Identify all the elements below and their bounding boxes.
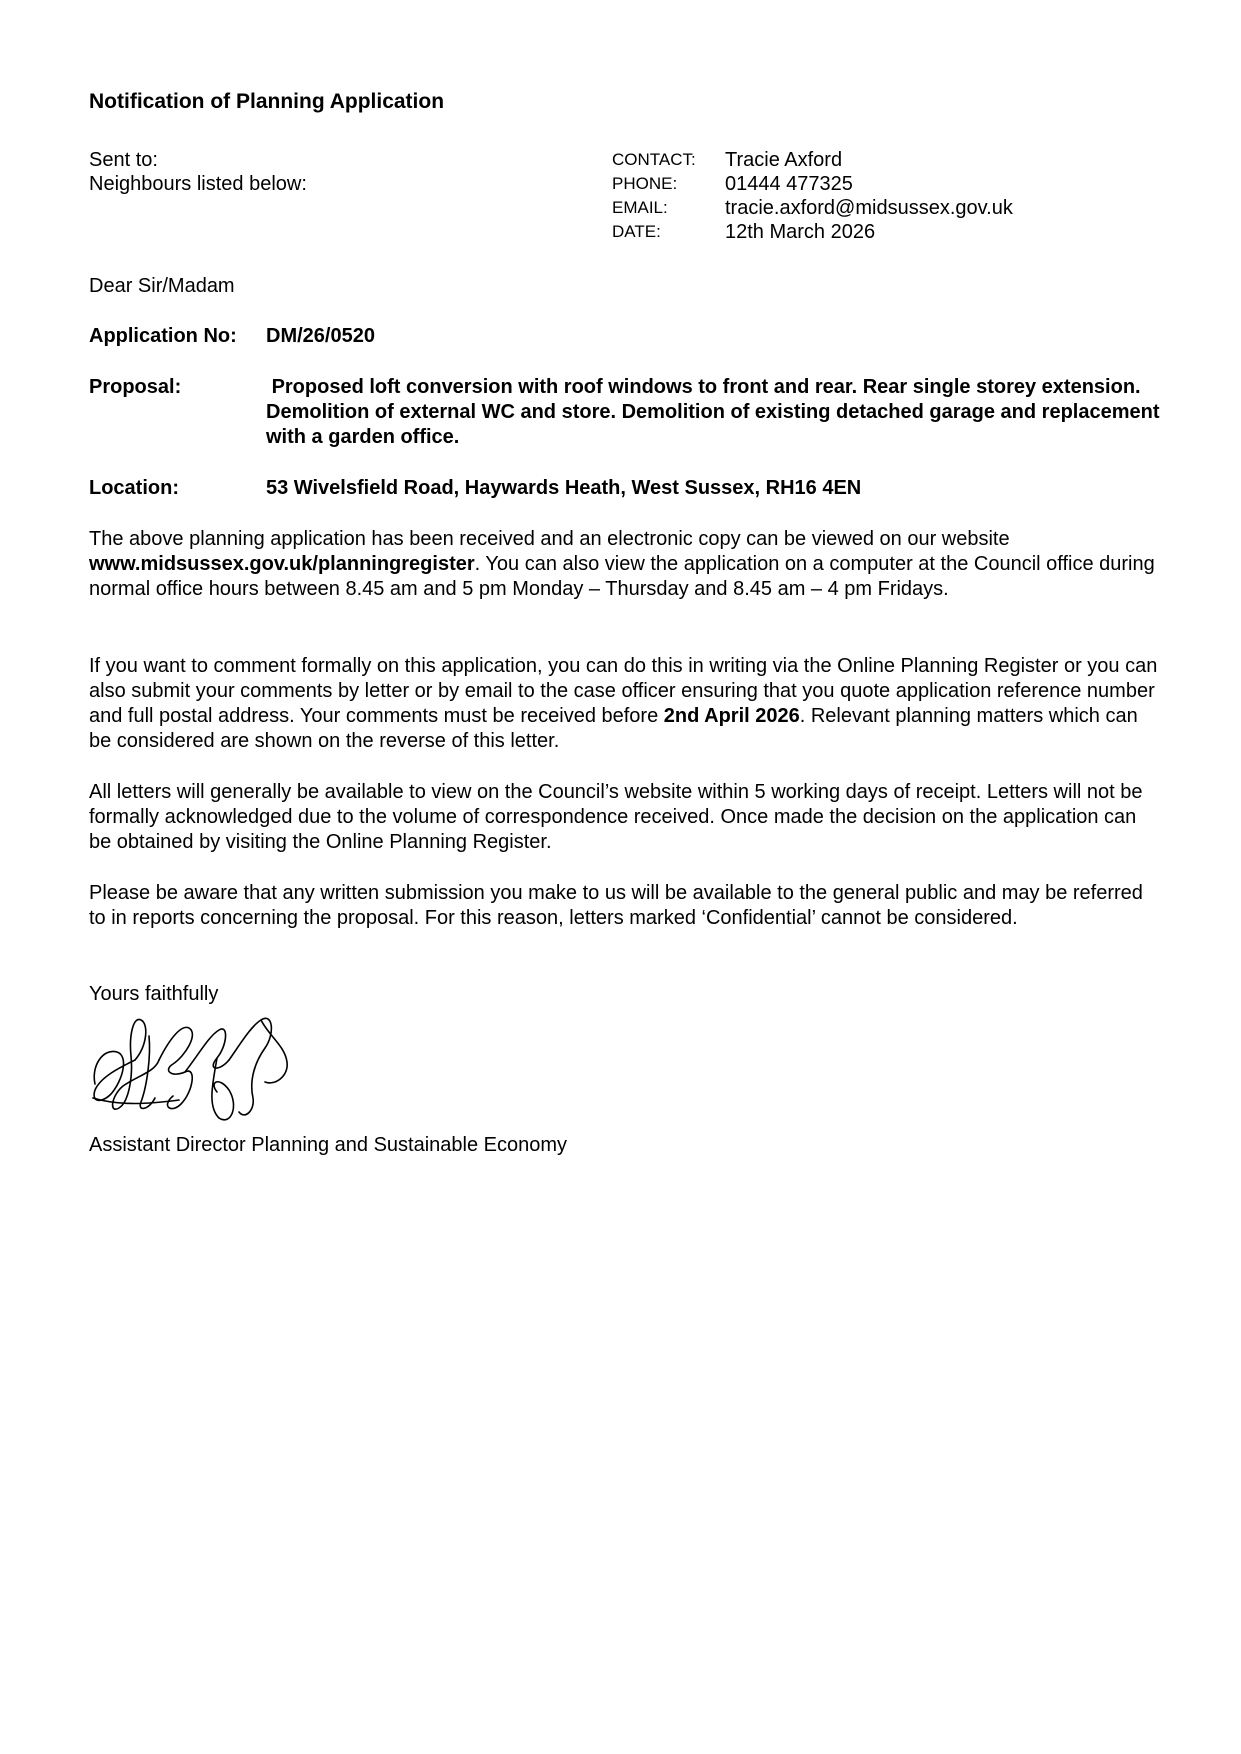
deadline-date: 2nd April 2026: [663, 705, 800, 727]
proposal-value: Proposed loft conversion with roof windows to front and rear. Rear single storey extension. Demolition of external WC and store. Demolition of existing detached garage and replacement with a garden office.: [266, 376, 1166, 448]
recipient-block: [89, 148, 307, 196]
phone-label: PHONE:: [612, 174, 678, 193]
page-title: Notification of Planning Application: [89, 90, 445, 113]
handwritten-signature-icon: [89, 1006, 294, 1126]
contact-block: [612, 148, 1013, 244]
paragraph-comments-text: If you want to comment formally on this application, you can do this in writing via the Online Planning Register or you can also submit your comments by letter or by email to the case officer ensuring that you quote application reference number and full postal address. Your comments must be received before: [89, 655, 1158, 727]
application-number-value: DM/26/0520: [266, 325, 375, 347]
email-label: EMAIL:: [612, 198, 668, 217]
planning-register-link[interactable]: www.midsussex.gov.uk/planningregister: [89, 553, 475, 575]
signatory-title: Assistant Director Planning and Sustainable Economy: [89, 1134, 568, 1156]
phone-row: [612, 172, 1013, 196]
phone-value: 01444 477325: [725, 173, 853, 195]
paragraph-comments: [89, 654, 1159, 754]
location-value: 53 Wivelsfield Road, Haywards Heath, West Sussex, RH16 4EN: [266, 477, 862, 499]
email-row: [612, 196, 1013, 220]
date-label: DATE:: [612, 222, 661, 241]
paragraph-website: [89, 527, 1159, 602]
proposal-label: Proposal:: [89, 376, 182, 398]
paragraph-letters: All letters will generally be available to view on the Council’s website within 5 working days of receipt. Letters will not be formally acknowledged due to the volume of correspondence received. Once made the decision on the application can be obtained by visiting the Online Planning Register.: [89, 781, 1143, 853]
paragraph-website-text-cont: . You can also view the application on a computer at the Council office during normal office hours between 8.45 am and 5 pm Monday – Thursday and 8.45 am – 4 pm Fridays.: [89, 553, 1155, 600]
location-label: Location:: [89, 477, 179, 499]
contact-row: [612, 148, 1013, 172]
application-number-label: Application No:: [89, 325, 237, 347]
date-value: 12th March 2026: [725, 221, 876, 243]
paragraph-website-text: The above planning application has been received and an electronic copy can be viewed on our website: [89, 528, 1010, 550]
neighbours-label: Neighbours listed below:: [89, 173, 307, 195]
paragraph-confidential: Please be aware that any written submission you make to us will be available to the general public and may be referred to in reports concerning the proposal. For this reason, letters marked ‘Confidential’ cannot be considered.: [89, 882, 1143, 929]
contact-label: CONTACT:: [612, 150, 696, 169]
salutation: Dear Sir/Madam: [89, 275, 235, 297]
closing: Yours faithfully: [89, 983, 219, 1005]
email-value: tracie.axford@midsussex.gov.uk: [725, 197, 1013, 219]
date-row: [612, 220, 1013, 244]
paragraph-comments-text-cont: . Relevant planning matters which can be considered are shown on the reverse of this letter.: [89, 705, 1138, 752]
sent-to-label: Sent to:: [89, 149, 158, 171]
contact-name: Tracie Axford: [725, 149, 843, 171]
